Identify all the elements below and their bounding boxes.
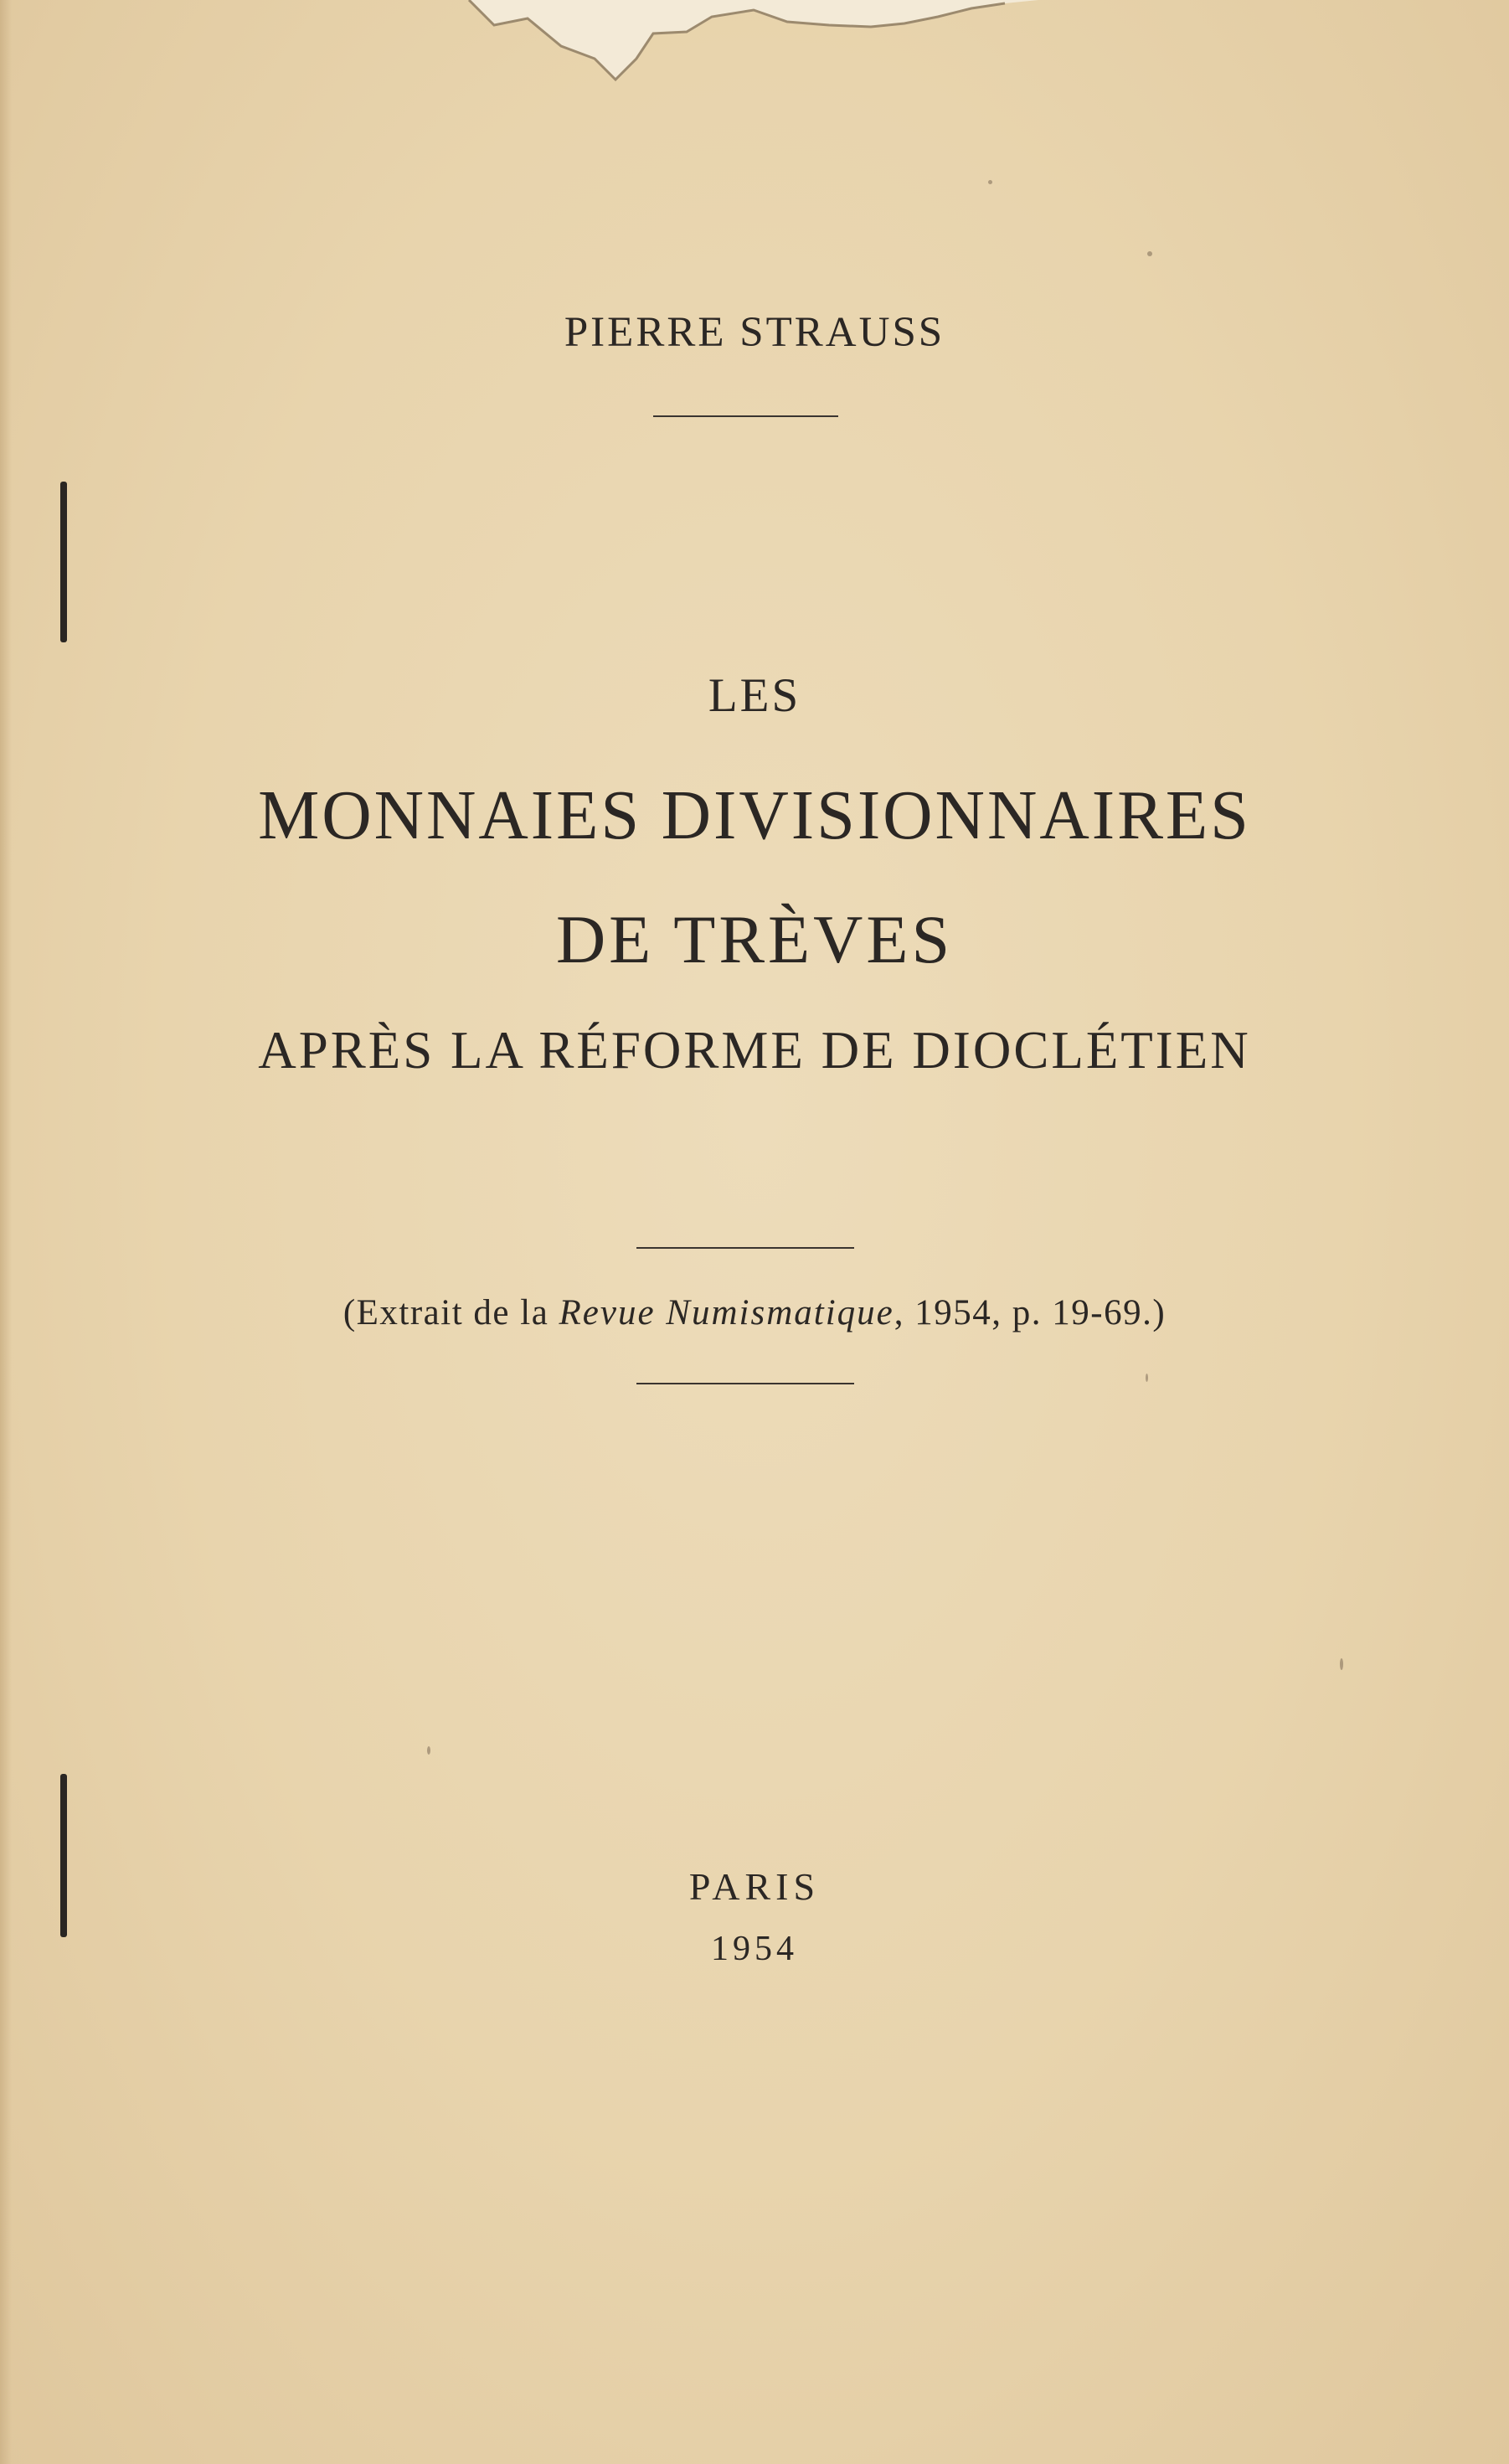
paper-speck <box>427 1746 430 1755</box>
paper-edge-wear <box>0 0 12 2464</box>
extract-prefix: (Extrait de la <box>342 1293 559 1333</box>
paper-speck <box>1146 1374 1148 1382</box>
binding-staple-bottom <box>60 1774 67 1937</box>
publication-place: PARIS <box>688 1865 821 1908</box>
binding-staple-top <box>60 482 67 642</box>
journal-title: Revue Numismatique <box>559 1293 894 1333</box>
extract-note <box>0 1292 1509 1333</box>
title-line-1: MONNAIES DIVISIONNAIRES <box>258 776 1251 854</box>
author-name: PIERRE STRAUSS <box>564 309 945 356</box>
divider-rule <box>636 1247 854 1249</box>
title-lead: LES <box>708 669 801 722</box>
torn-top-edge <box>435 0 1072 101</box>
subtitle: APRÈS LA RÉFORME DE DIOCLÉTIEN <box>258 1021 1251 1080</box>
divider-rule <box>653 415 838 417</box>
divider-rule <box>636 1383 854 1384</box>
extract-suffix: , 1954, p. 19-69.) <box>894 1293 1167 1333</box>
publication-year: 1954 <box>711 1930 798 1968</box>
title-line-2: DE TRÈVES <box>555 901 954 977</box>
paper-speck <box>1340 1658 1343 1670</box>
paper-speck <box>1147 251 1152 256</box>
paper-speck <box>988 180 992 184</box>
